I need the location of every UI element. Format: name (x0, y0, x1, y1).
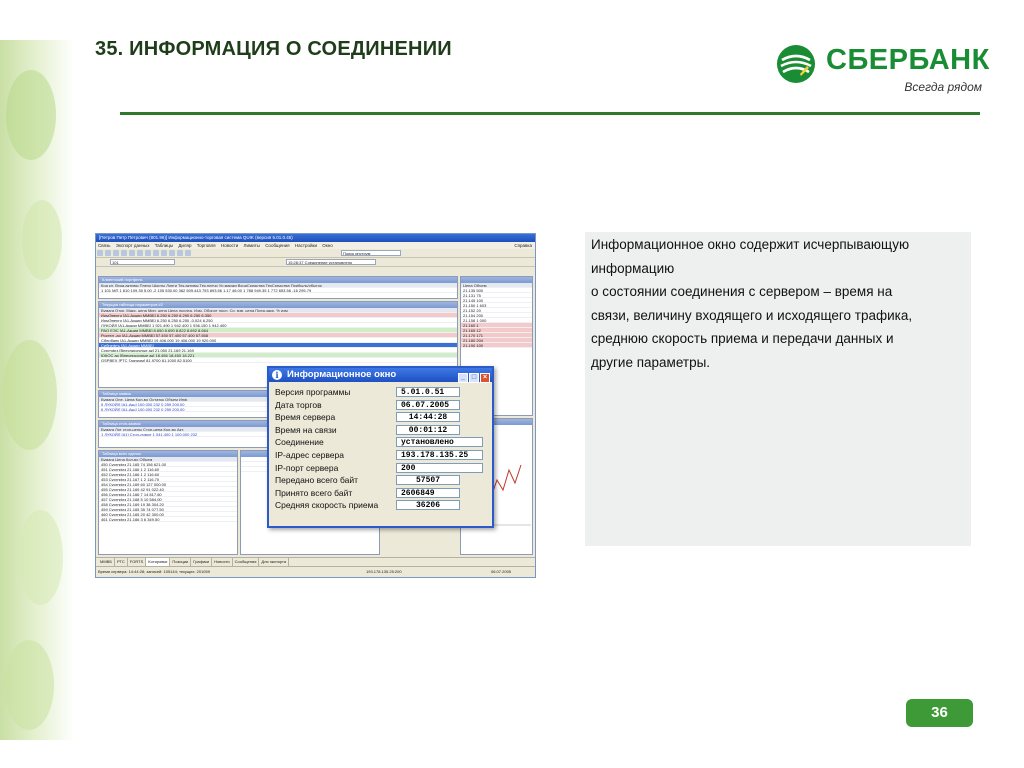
dialog-label: Средняя скорость приема (275, 500, 379, 511)
table-row[interactable]: 21,145 100 (461, 298, 532, 303)
pane-title: Таблица заявок (99, 391, 357, 397)
table-row[interactable]: 452 Сургнфгз 21,166 1 2 116,60 (99, 472, 237, 477)
tab-messages[interactable]: Сообщения (233, 558, 260, 566)
table-header: Бумага Цена Кол-во Объем (99, 457, 237, 462)
decorative-leaf-background (0, 40, 74, 740)
maximize-icon[interactable]: □ (469, 373, 479, 383)
logo-wordmark: СБЕРБАНК (826, 44, 990, 76)
dialog-row (275, 399, 486, 412)
app-menubar (96, 242, 535, 249)
table-row[interactable]: 21,152 20 (461, 308, 532, 313)
dialog-row (275, 386, 486, 399)
menu-item[interactable]: Лимиты (243, 243, 260, 248)
slide-title: 35. ИНФОРМАЦИЯ О СОЕДИНЕНИИ (95, 38, 452, 60)
menu-item[interactable]: Справка (514, 243, 532, 248)
sberbank-leaf-icon (776, 44, 816, 84)
dialog-row (275, 474, 486, 487)
menu-item[interactable]: Сообщения (265, 243, 290, 248)
table-row[interactable]: 5 ЛУКОЙЛ [А1-Акц] 100,000 232 0 259 200,00 (99, 402, 357, 407)
description-line: информацию (591, 260, 675, 276)
table-row[interactable]: Сбербанк [А1-Акции ММВБ] 19 406,000 19 406,000 19 920,000 (99, 338, 457, 343)
table-row[interactable]: 21,160 1 (461, 323, 532, 328)
logo-slogan: Всегда рядом (904, 80, 982, 94)
table-header: Бумага Опе. Цена Кол-во Остаток Объем Инф (99, 397, 357, 402)
dialog-row (275, 411, 486, 424)
app-toolbar-1 (96, 249, 535, 258)
table-row[interactable]: 1 ЛУКОЙЛ [А1] Стоп-лимит 1 041,400 1 100,000 232 (99, 432, 357, 437)
tab-forts[interactable]: FORTS (128, 558, 146, 566)
dialog-value: 57507 (396, 475, 460, 485)
dialog-label: Версия программы (275, 387, 351, 397)
tab-export[interactable]: Для экспорта (259, 558, 289, 566)
description-panel (585, 232, 971, 546)
menu-item[interactable]: Экспорт данных (115, 243, 150, 248)
table-row[interactable]: 454 Сургнфгз 21,169 60 127 000,00 (99, 482, 237, 487)
menu-item[interactable]: Торговля (196, 243, 216, 248)
trades-pane (98, 450, 238, 555)
pane-title: Таблица всех сделок (99, 451, 237, 457)
table-header: Код кл. Вход.активы Плечо Шорты Лонги Тек.активы Тек.плечо Ур.маржи ВходСредства ТекСредства Прибыль/убыток (99, 283, 457, 288)
dialog-titlebar[interactable] (269, 368, 492, 382)
table-row[interactable]: GSPBEX [РТС Газпром] 81,9700 81,1000 82,5100 (99, 358, 457, 363)
dialog-value: 06.07.2005 (396, 400, 460, 410)
table-row[interactable]: Сибнефть [А1-Акции ММВБ] (99, 343, 457, 348)
table-row[interactable]: 21,131 75 (461, 293, 532, 298)
pane-title: Таблица стоп-заявок (99, 421, 357, 427)
table-row[interactable]: 457 Сургнфгз 21,168 5 10 584,00 (99, 497, 237, 502)
table-row[interactable]: Ростел -ао [А1-Акции ММВБ] 57,450 57,400 57,400 57,558 (99, 333, 457, 338)
table-row[interactable]: 459 Сургнфгз 21,165 35 74 077,50 (99, 507, 237, 512)
table-row[interactable]: 21,150 1 603 (461, 303, 532, 308)
status-date: 06.07.2005 (491, 569, 512, 574)
toolbar-icon[interactable] (113, 250, 119, 256)
info-icon: i (272, 370, 282, 380)
dialog-label: Передано всего байт (275, 475, 359, 486)
table-row[interactable]: Сургнфгз [Внесписочные ак] 21,050 21,169 21,169 (99, 348, 457, 353)
description-line: Информационное окно содержит исчерпывающую (591, 237, 910, 252)
portfolio-pane (98, 276, 458, 299)
instrument-search-input[interactable]: Поиск инструм (341, 250, 401, 256)
status-server-address: 193.178.135.25:200 (366, 569, 402, 574)
dialog-value: 14:44:28 (396, 412, 460, 422)
dialog-row (275, 436, 486, 449)
table-row[interactable]: ЮКОС ао [Внесписочные ак] 18,456 18,450 18,221 (99, 353, 457, 358)
menu-item[interactable]: Связь (98, 243, 111, 248)
menu-item[interactable]: Новости (220, 243, 239, 248)
dialog-label: Соединение (275, 437, 324, 448)
dialog-label: Время сервера (275, 412, 336, 423)
table-row[interactable]: 21,190 100 (461, 343, 532, 348)
table-row[interactable]: 21,170 171 (461, 333, 532, 338)
tab-quotes[interactable]: Котировки (146, 558, 170, 566)
pane-title: Текущая таблица параметров #2 (99, 302, 457, 308)
dialog-value: 00:01:12 (396, 425, 460, 435)
toolbar-icon[interactable] (177, 250, 183, 256)
title-divider (120, 112, 980, 115)
info-dialog (267, 366, 494, 528)
toolbar-icon[interactable] (97, 250, 103, 256)
table-row[interactable]: 453 Сургнфгз 21,167 1 2 116,70 (99, 477, 237, 482)
dialog-row (275, 462, 486, 475)
app-toolbar-2 (96, 258, 535, 267)
table-row[interactable]: 456 Сургнфгз 21,166 7 14 817,60 (99, 492, 237, 497)
sberbank-logo (776, 42, 990, 102)
bottom-tabs (96, 557, 535, 565)
table-row[interactable]: 21,180 204 (461, 338, 532, 343)
table-row[interactable]: ЛУКОЙЛ [А1-Акции ММВБ] 1 921,490 1 942,400 1 936,150 1 942,400 (99, 323, 457, 328)
table-row[interactable]: 21,154 200 (461, 313, 532, 318)
table-row[interactable]: 21,165 12 (461, 328, 532, 333)
dialog-value: 200 (396, 463, 483, 473)
menu-item[interactable]: Диляр (178, 243, 192, 248)
page-number: 36 (906, 699, 973, 727)
dialog-label: Дата торгов (275, 399, 322, 410)
menu-item[interactable]: Настройки (294, 243, 317, 248)
menu-item[interactable]: Окно (322, 243, 333, 248)
dialog-row (275, 487, 486, 500)
toolbar-icon[interactable] (105, 250, 111, 256)
status-server-time: Время сервера: 14:44:28; записей: 105144; текущих: 201059 (98, 569, 210, 574)
close-icon[interactable]: × (480, 373, 490, 383)
connection-status-field: 15:28:37 Соединение установлено (286, 259, 376, 265)
app-statusbar (96, 566, 535, 575)
table-row[interactable]: ИрмЭнерго [А1-Акции ММВБ] 6,250 6,250 6,290 6,250 6,350 (99, 313, 457, 318)
table-row[interactable]: 455 Сургнфгз 21,169 42 91 022,40 (99, 487, 237, 492)
app-window-title: [Петров Петр Петрович (801.96)] Информационно-торговая система QUIK (версия 5.01.0.45) (96, 234, 535, 242)
dialog-label: IP-адрес сервера (275, 449, 344, 460)
dialog-value: 5.01.0.51 (396, 387, 460, 397)
table-header: Цена Объем (461, 283, 532, 288)
pane-title: Клиентский портфель (99, 277, 457, 283)
table-row[interactable]: 21,158 1 000 (461, 318, 532, 323)
toolbar-icon[interactable] (169, 250, 175, 256)
dialog-label: Время на связи (275, 424, 337, 435)
table-row[interactable]: 450 Сургнфгз 21,165 74 156 621,00 (99, 462, 237, 467)
tab-positions[interactable]: Позиции (170, 558, 191, 566)
dialog-value: 36206 (396, 500, 460, 510)
account-select[interactable]: 101 (110, 259, 175, 265)
toolbar-icon[interactable] (121, 250, 127, 256)
table-row[interactable]: 21,135 500 (461, 288, 532, 293)
dialog-value: 2606849 (396, 488, 460, 498)
dialog-value: установлено (396, 437, 483, 447)
toolbar-icon[interactable] (145, 250, 151, 256)
dialog-label: Принято всего байт (275, 487, 353, 498)
table-row[interactable]: 458 Сургнфгз 21,169 19 38 304,20 (99, 502, 237, 507)
tab-mmvb[interactable]: ММВБ (98, 558, 115, 566)
tab-rts[interactable]: РТС (115, 558, 128, 566)
minimize-icon[interactable]: _ (458, 373, 468, 383)
toolbar-icon[interactable] (161, 250, 167, 256)
tab-news[interactable]: Новости (212, 558, 232, 566)
tab-charts[interactable]: Графики (191, 558, 212, 566)
table-row[interactable]: 451 Сургнфгз 21,166 1 2 116,60 (99, 467, 237, 472)
table-row[interactable]: ИрмЭнерго [А1-Акции ММВБ] 6,250 6,250 6,250 -0,024 6,250 (99, 318, 457, 323)
dialog-row (275, 499, 486, 512)
description-line: среднюю скорость приема и передачи данных и (591, 331, 894, 346)
dialog-row (275, 424, 486, 437)
menu-item[interactable]: Таблицы (154, 243, 174, 248)
description-line: другие параметры. (591, 354, 711, 370)
toolbar-icon[interactable] (185, 250, 191, 256)
table-header: Бумага Откр. Макс. цена Мин. цена Цена послед. Изм. Оборот посл. Ср. взв. цена Пред.закр. % изм (99, 308, 457, 313)
dialog-label: IP-порт сервера (275, 462, 339, 473)
table-row[interactable]: 460 Сургнфгз 21,165 20 42 300,00 (99, 512, 237, 517)
toolbar-icon[interactable] (129, 250, 135, 256)
dialog-title: Информационное окно (287, 369, 397, 380)
table-row[interactable]: РАО ЕЭС [А1-Акции ММВБ] 8,650 8,690 8,822 8,692 8,664 (99, 328, 457, 333)
dialog-row (275, 449, 486, 462)
dialog-value: 193.178.135.25 (396, 450, 483, 460)
description-line: связи, величину входящего и исходящего трафика, (591, 307, 913, 323)
table-row[interactable]: 461 Сургнфгз 21,166 3 6 349,50 (99, 517, 237, 522)
table-header: Бумага Лот стоп-цены Стоп-цена Кол-во Акт. (99, 427, 357, 432)
table-row[interactable]: 1 101 МП 1 810 109,35 5,00 -2 105 530,00 362 509,443 793 893,56 1,17 46,00 1 788 949,35 1 772 653,56 -16 295,79 (99, 288, 457, 293)
table-row[interactable]: 6 ЛУКОЙЛ [А1-Акц] 100,000 232 0 259 200,00 (99, 407, 357, 412)
toolbar-icon[interactable] (137, 250, 143, 256)
description-line: о состоянии соединения с сервером – время на (591, 284, 893, 299)
toolbar-icon[interactable] (153, 250, 159, 256)
